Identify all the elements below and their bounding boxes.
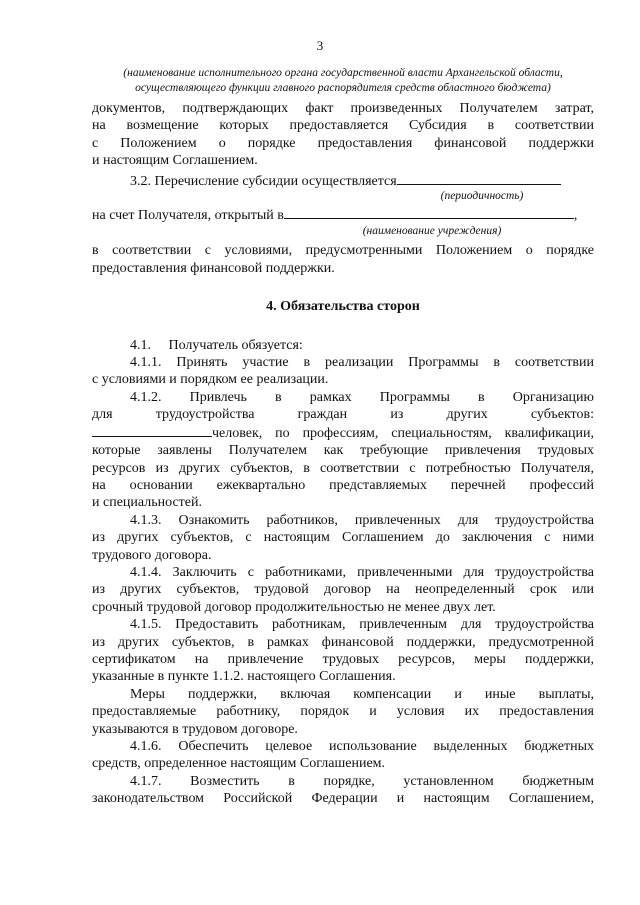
clause-4-1-5-last: указанные в пункте 1.1.2. настоящего Соглашения. xyxy=(92,669,396,685)
clause-4-1-5: 4.1.5. Предоставить работникам, привлеченным для трудоустройства xyxy=(130,617,594,633)
clause-4-1-4: 4.1.4. Заключить с работниками, привлеченными для трудоустройства xyxy=(130,564,594,580)
clause-4-1-6-last: средств, определенное настоящим Соглашением. xyxy=(92,756,386,772)
clause-4-1-3: 4.1.3. Ознакомить работников, привлеченных для трудоустройства xyxy=(130,512,594,528)
clause-4-1-2-line xyxy=(92,424,594,442)
clause-4-1-2: 4.1.2. Привлечь в рамках Программы в Организацию xyxy=(130,389,594,405)
measures-line: предоставляемые работнику, порядок и условия их предоставления xyxy=(92,704,594,720)
document-body xyxy=(92,66,594,808)
conditions-line: в соответствии с условиями, предусмотренными Положением о порядке xyxy=(92,243,594,259)
hint-institution: (наименование учреждения) xyxy=(362,225,502,238)
clause-4-1-7-line: законодательством Российской Федерации и настоящим Соглашением, xyxy=(92,791,594,807)
clause-4-1-3-last: трудового договора. xyxy=(92,547,212,563)
hint-authority: (наименование исполнительного органа государственной власти Архангельской области, осуществляющего функции главного распорядителя средств областного бюджета) xyxy=(123,67,563,94)
account-comma: , xyxy=(573,208,578,224)
clause-4-1-6: 4.1.6. Обеспечить целевое использование выделенных бюджетных xyxy=(130,739,594,754)
clause-4-1-4-last: срочный трудовой договор продолжительностью не менее двух лет. xyxy=(92,599,496,615)
periodicity-blank xyxy=(397,172,561,185)
institution-blank xyxy=(284,206,574,219)
p1-line: на возмещение которых предоставляется Субсидия в соответствии xyxy=(92,118,594,134)
headcount-blank xyxy=(92,424,212,437)
p1-last-line: и настоящим Соглашением. xyxy=(92,153,258,169)
clause-4-1-2-headcount-text: человек, по профессиям, специальностям, квалификации, xyxy=(212,425,594,441)
page-number: 3 xyxy=(316,38,324,53)
clause-4-1-2-last: и специальностей. xyxy=(92,495,202,511)
clause-4-1-3-line: из других субъектов, с настоящим Соглашением до заключения с ними xyxy=(92,530,594,546)
account-line xyxy=(92,206,594,224)
clause-4-1-2-line: на основании ежеквартально представляемых перечней профессий xyxy=(92,477,594,493)
clause-4-1-4-line: из других субъектов, трудовой договор на неопределенный срок или xyxy=(92,582,594,598)
clause-3-2 xyxy=(92,172,594,190)
measures-paragraph: Меры поддержки, включая компенсации и иные выплаты, xyxy=(130,686,594,702)
clause-4-1-2-line: которые заявлены Получателем как требующие привлечения трудовых xyxy=(92,443,594,459)
clause-4-1-1: 4.1.1. Принять участие в реализации Программы в соответствии xyxy=(130,355,594,371)
clause-4-1-2-line: ресурсов из других субъектов, в соответствии с потребностью Получателя, xyxy=(92,460,594,476)
account-text: на счет Получателя, открытый в xyxy=(92,208,284,224)
clause-3-2-text: 3.2. Перечисление субсидии осуществляется xyxy=(130,173,397,189)
clause-4-1-2-line: для трудоустройства граждан из других субъектов: xyxy=(92,407,594,423)
conditions-last-line: предоставления финансовой поддержки. xyxy=(92,260,335,276)
hint-periodicity: (периодичность) xyxy=(440,190,524,203)
clause-4-1: 4.1. Получатель обязуется: xyxy=(130,337,303,353)
p1-line: документов, подтверждающих факт произведенных Получателем затрат, xyxy=(92,101,594,116)
clause-4-1-5-line: сертификатом на привлечение трудовых ресурсов, меры поддержки, xyxy=(92,651,594,667)
section-title: 4. Обязательства сторон xyxy=(266,299,420,315)
clause-4-1-1-last: с условиями и порядком ее реализации. xyxy=(92,372,329,388)
clause-4-1-7: 4.1.7. Возместить в порядке, установленном бюджетным xyxy=(130,773,594,789)
p1-line: с Положением о порядке предоставления финансовой поддержки xyxy=(92,135,594,151)
clause-4-1-5-line: из других субъектов, в рамках финансовой поддержки, предусмотренной xyxy=(92,634,594,650)
measures-last: указываются в трудовом договоре. xyxy=(92,721,298,737)
